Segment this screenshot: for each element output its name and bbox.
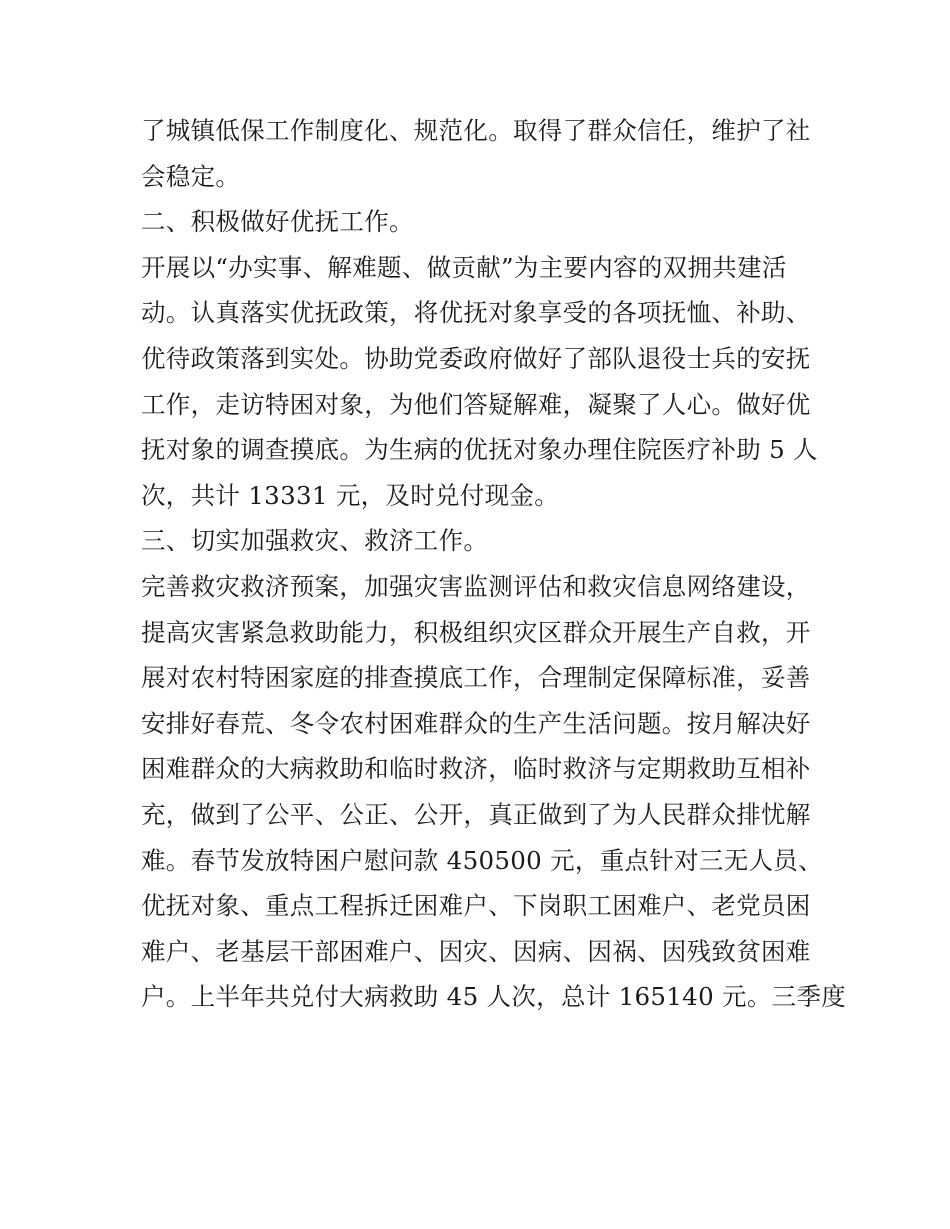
text-line: 完善救灾救济预案，加强灾害监测评估和救灾信息网络建设， xyxy=(141,571,811,601)
text-line: 难户、老基层干部困难户、因灾、因病、因祸、因残致贫困难 xyxy=(141,936,811,966)
document-body xyxy=(141,108,847,1020)
text-line: 户。上半年共兑付大病救助 45 人次，总计 165140 元。三季度 xyxy=(141,982,847,1012)
text-line: 难。春节发放特困户慰问款 450500 元，重点针对三无人员、 xyxy=(141,845,823,875)
text-line: 优待政策落到实处。协助党委政府做好了部队退役士兵的安抚 xyxy=(141,343,811,373)
text-line: 提高灾害紧急救助能力，积极组织灾区群众开展生产自救，开 xyxy=(141,617,811,647)
text-line: 抚对象的调查摸底。为生病的优抚对象办理住院医疗补助 5 人 xyxy=(141,435,818,465)
text-line: 安排好春荒、冬令农村困难群众的生产生活问题。按月解决好 xyxy=(141,708,811,738)
text-line: 展对农村特困家庭的排查摸底工作，合理制定保障标准，妥善 xyxy=(141,663,811,693)
text-line: 了城镇低保工作制度化、规范化。取得了群众信任，维护了社 xyxy=(141,116,811,145)
section-heading: 二、积极做好优抚工作。 xyxy=(141,207,414,237)
text-line: 充，做到了公平、公正、公开，真正做到了为人民群众排忧解 xyxy=(141,799,811,829)
text-line: 优抚对象、重点工程拆迁困难户、下岗职工困难户、老党员困 xyxy=(141,891,811,921)
text-line: 次，共计 13331 元，及时兑付现金。 xyxy=(141,480,560,510)
text-line: 会稳定。 xyxy=(141,161,241,191)
section-heading: 三、切实加强救灾、救济工作。 xyxy=(141,526,489,556)
text-line: 困难群众的大病救助和临时救济，临时救济与定期救助互相补 xyxy=(141,754,811,784)
text-line: 开展以“办实事、解难题、做贡献”为主要内容的双拥共建活 xyxy=(141,252,787,282)
text-line: 工作，走访特困对象，为他们答疑解难，凝聚了人心。做好优 xyxy=(141,389,811,419)
text-line: 动。认真落实优抚政策，将优抚对象享受的各项抚恤、补助、 xyxy=(141,298,811,328)
